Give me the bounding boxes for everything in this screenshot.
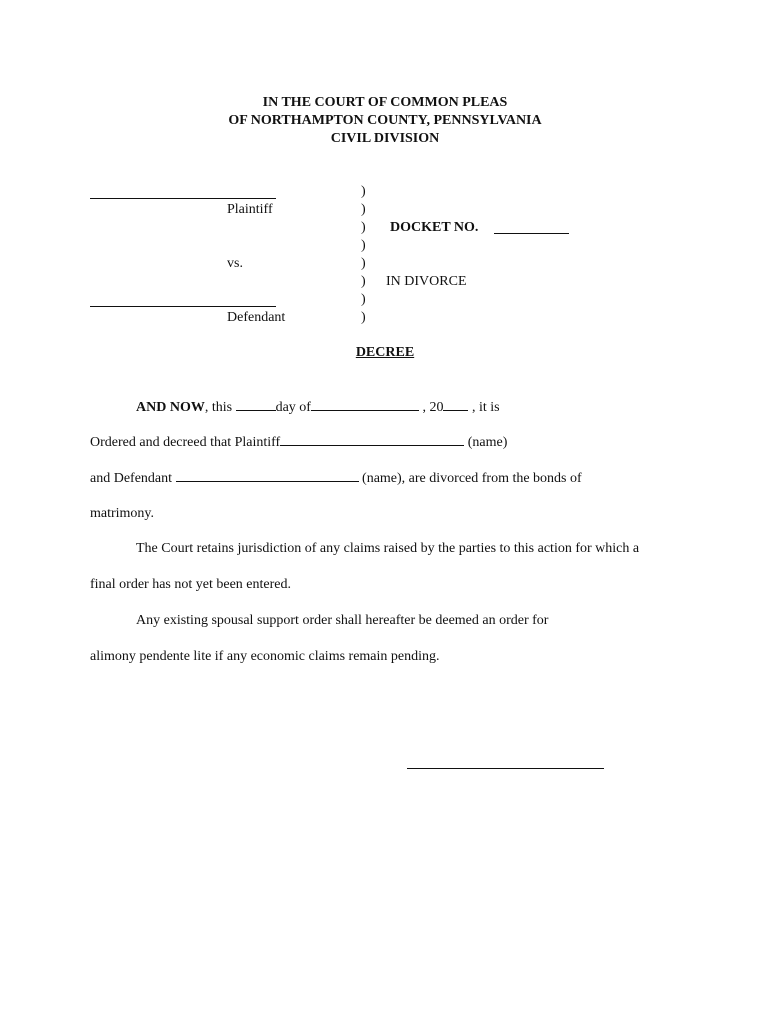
month-blank[interactable]: [311, 398, 419, 411]
plaintiff-name-line[interactable]: [90, 198, 276, 199]
ordered-text: Ordered and decreed that Plaintiff: [90, 435, 281, 450]
defendant-decree-blank[interactable]: [176, 469, 359, 482]
caption-paren: ): [361, 238, 366, 253]
jurisdiction-text-1: The Court retains jurisdiction of any claims raised by the parties to this action for which a: [136, 541, 640, 556]
caption-paren: ): [361, 202, 366, 217]
plaintiff-label: Plaintiff: [227, 202, 273, 217]
county-name: OF NORTHAMPTON COUNTY, PENNSYLVANIA: [228, 113, 542, 128]
defendant-name-line[interactable]: [90, 306, 276, 307]
matrimony-text: matrimony.: [90, 506, 155, 521]
year-prefix-text: , 20: [422, 400, 444, 415]
caption-paren: ): [361, 256, 366, 271]
plaintiff-decree-blank[interactable]: [280, 433, 464, 446]
and-defendant-text: and Defendant: [90, 471, 173, 486]
this-text: , this: [204, 400, 233, 415]
year-blank[interactable]: [443, 398, 468, 411]
caption-paren: ): [361, 310, 366, 325]
docket-label: DOCKET NO.: [390, 220, 479, 235]
caption-paren: ): [361, 274, 366, 289]
vs-label: vs.: [227, 256, 243, 271]
court-name: IN THE COURT OF COMMON PLEAS: [262, 95, 508, 110]
divorced-text: (name), are divorced from the bonds of: [362, 471, 582, 486]
docket-number-line[interactable]: [494, 233, 569, 234]
judge-signature-line[interactable]: [407, 768, 604, 769]
and-now-text: AND NOW: [136, 400, 205, 415]
case-type: IN DIVORCE: [386, 274, 467, 289]
caption-paren: ): [361, 292, 366, 307]
support-text-2: alimony pendente lite if any economic claims remain pending.: [90, 649, 440, 664]
name-label-1: (name): [467, 435, 508, 450]
support-text-1: Any existing spousal support order shall hereafter be deemed an order for: [136, 613, 549, 628]
defendant-decree-line: [90, 469, 582, 488]
ordered-line: [90, 433, 507, 452]
caption-paren: ): [361, 220, 366, 235]
jurisdiction-text-2: final order has not yet been entered.: [90, 577, 291, 592]
it-is-text: , it is: [471, 400, 500, 415]
caption-paren: ): [361, 184, 366, 199]
defendant-label: Defendant: [227, 310, 286, 325]
day-blank[interactable]: [236, 398, 276, 411]
day-of-text: day of: [275, 400, 311, 415]
and-now-line: [136, 398, 500, 417]
division-name: CIVIL DIVISION: [330, 131, 440, 146]
decree-title: DECREE: [355, 345, 415, 360]
